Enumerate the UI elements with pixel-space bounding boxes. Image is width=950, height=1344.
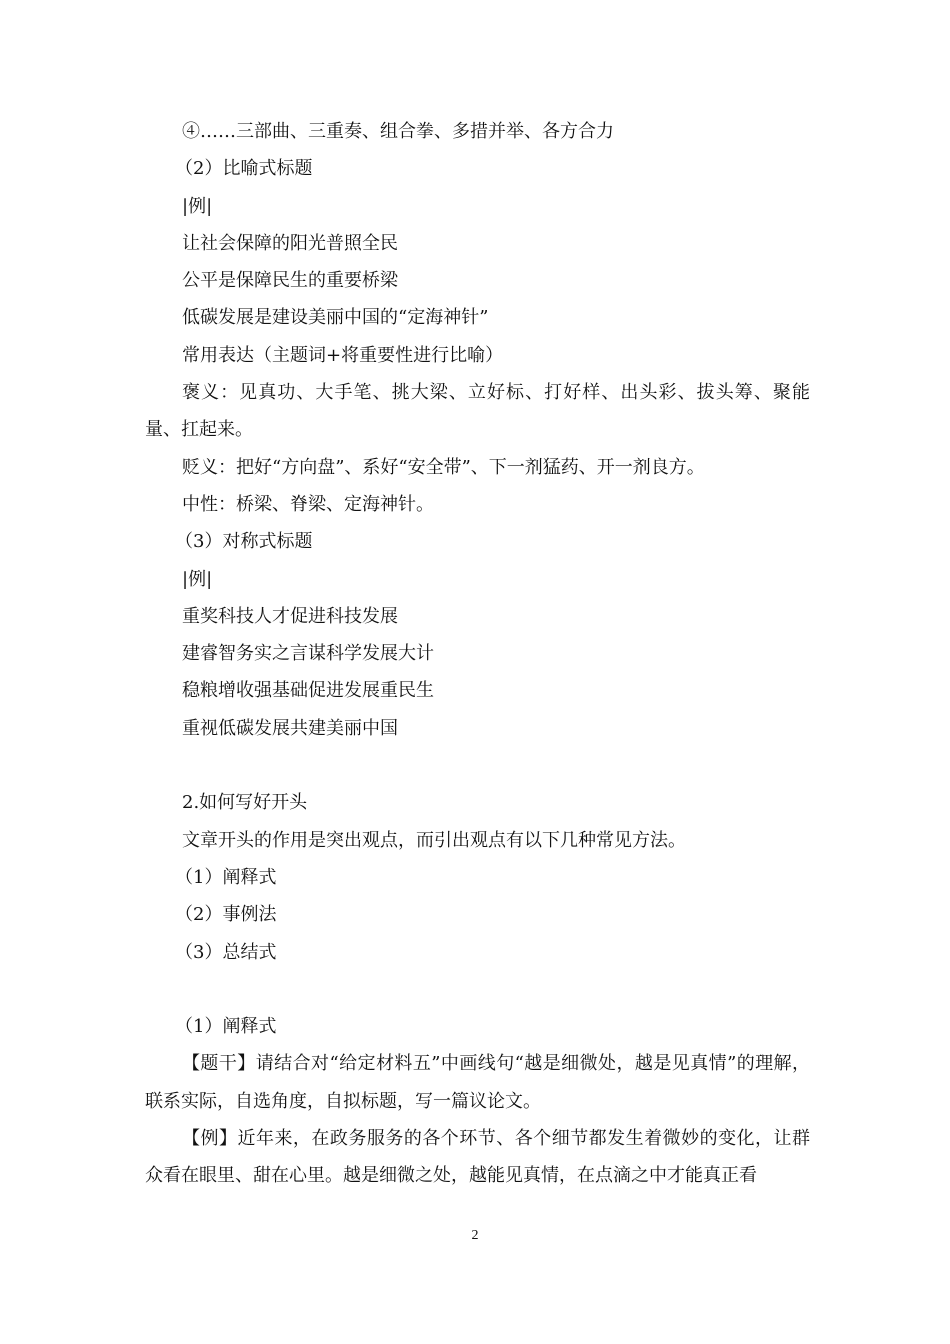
example-line: 让社会保障的阳光普照全民: [182, 232, 398, 254]
example-line: 重视低碳发展共建美丽中国: [182, 717, 398, 739]
list-item: （2）事例法: [175, 904, 277, 926]
example-line: 低碳发展是建设美丽中国的“定海神针”: [182, 307, 489, 329]
spacer: [145, 971, 810, 1008]
list-item: ④……三部曲、三重奏、组合拳、多措并举、各方合力: [182, 121, 614, 142]
paragraph: 文章开头的作用是突出观点，而引出观点有以下几种常见方法。: [182, 829, 686, 851]
section-heading: （2）比喻式标题: [175, 158, 313, 180]
spacer: [145, 747, 810, 784]
example-line: 建睿智务实之言谋科学发展大计: [182, 643, 434, 665]
example-marker: |例|: [182, 568, 213, 590]
paragraph: 中性：桥梁、脊梁、定海神针。: [182, 493, 434, 515]
paragraph: 褒义：见真功、大手笔、挑大梁、立好标、打好样、出头彩、拔头筹、聚能量、扛起来。: [145, 382, 810, 441]
page-number: 2: [471, 1228, 479, 1243]
paragraph: [145, 1045, 810, 1120]
example-line: 重奖科技人才促进科技发展: [182, 605, 398, 627]
section-heading: 2.如何写好开头: [182, 792, 308, 814]
paragraph: 常用表达（主题词+将重要性进行比喻）: [182, 344, 504, 366]
example-text: 近年来，在政务服务的各个环节、各个细节都发生着微妙的变化，让群众看在眼里、甜在心里。越是细微之处，越能见真情，在点滴之中才能真正看: [145, 1128, 811, 1187]
question-text: 请结合对“给定材料五”中画线句“越是细微处，越是见真情”的理解，联系实际，自选角度，自拟标题，写一篇议论文。: [145, 1053, 811, 1112]
section-heading: （3）对称式标题: [175, 531, 313, 553]
list-item: （3）总结式: [175, 941, 277, 963]
document-body: [145, 113, 810, 1195]
example-marker: |例|: [182, 195, 213, 217]
example-line: 公平是保障民生的重要桥梁: [182, 270, 398, 292]
section-heading: （1）阐释式: [175, 1016, 277, 1038]
example-label: 【例】: [182, 1128, 238, 1150]
paragraph: [145, 1120, 810, 1195]
list-item: （1）阐释式: [175, 866, 277, 888]
example-line: 稳粮增收强基础促进发展重民生: [182, 680, 434, 702]
paragraph: 贬义：把好“方向盘”、系好“安全带”、下一剂猛药、开一剂良方。: [182, 456, 705, 478]
question-label: 【题干】: [182, 1053, 256, 1075]
